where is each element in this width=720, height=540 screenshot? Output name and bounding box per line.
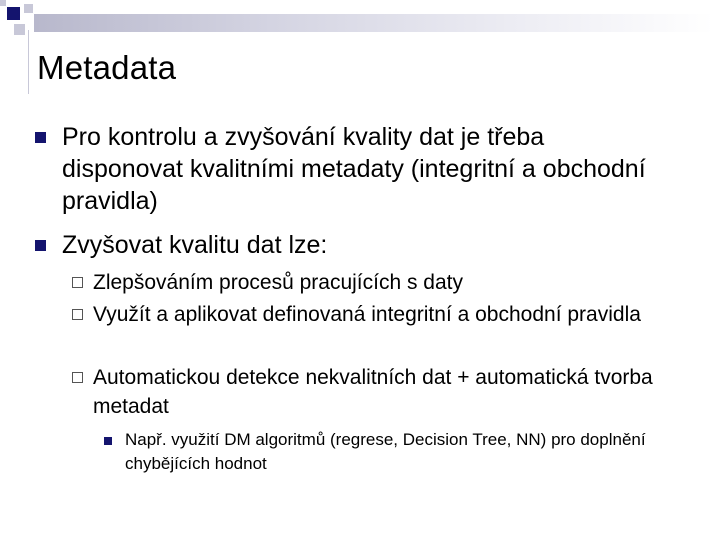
decor-square-navy	[7, 7, 20, 20]
slide-title: Metadata	[37, 49, 177, 86]
sub-sub-bullet-text: Např. využití DM algoritmů (regrese, Decision Tree, NN) pro doplnění chybějících hodnot	[125, 430, 646, 473]
square-bullet-icon	[35, 240, 46, 251]
decor-square-gray	[0, 0, 6, 6]
sub-bullet-text: Využít a aplikovat definovaná integritní a obchodní pravidla	[93, 303, 641, 326]
hollow-square-bullet-icon	[72, 309, 83, 320]
header-gradient-bar	[34, 14, 714, 32]
hollow-square-bullet-icon	[72, 277, 83, 288]
sub-bullet-text: Zlepšováním procesů pracujících s daty	[93, 271, 464, 294]
decor-vertical-line	[28, 30, 29, 94]
sub-bullet-text: Automatickou detekce nekvalitních dat + automatická tvorba metadat	[93, 366, 653, 418]
square-bullet-icon	[35, 132, 46, 143]
bullet-text: Zvyšovat kvalitu dat lze:	[62, 231, 328, 259]
bullet-text: Pro kontrolu a zvyšování kvality dat je třeba disponovat kvalitními metadaty (integritní a obchodní pravidla)	[62, 123, 646, 215]
square-bullet-icon	[104, 437, 112, 445]
decor-square-gray	[14, 24, 25, 35]
hollow-square-bullet-icon	[72, 372, 83, 383]
decor-square-gray	[24, 4, 33, 13]
